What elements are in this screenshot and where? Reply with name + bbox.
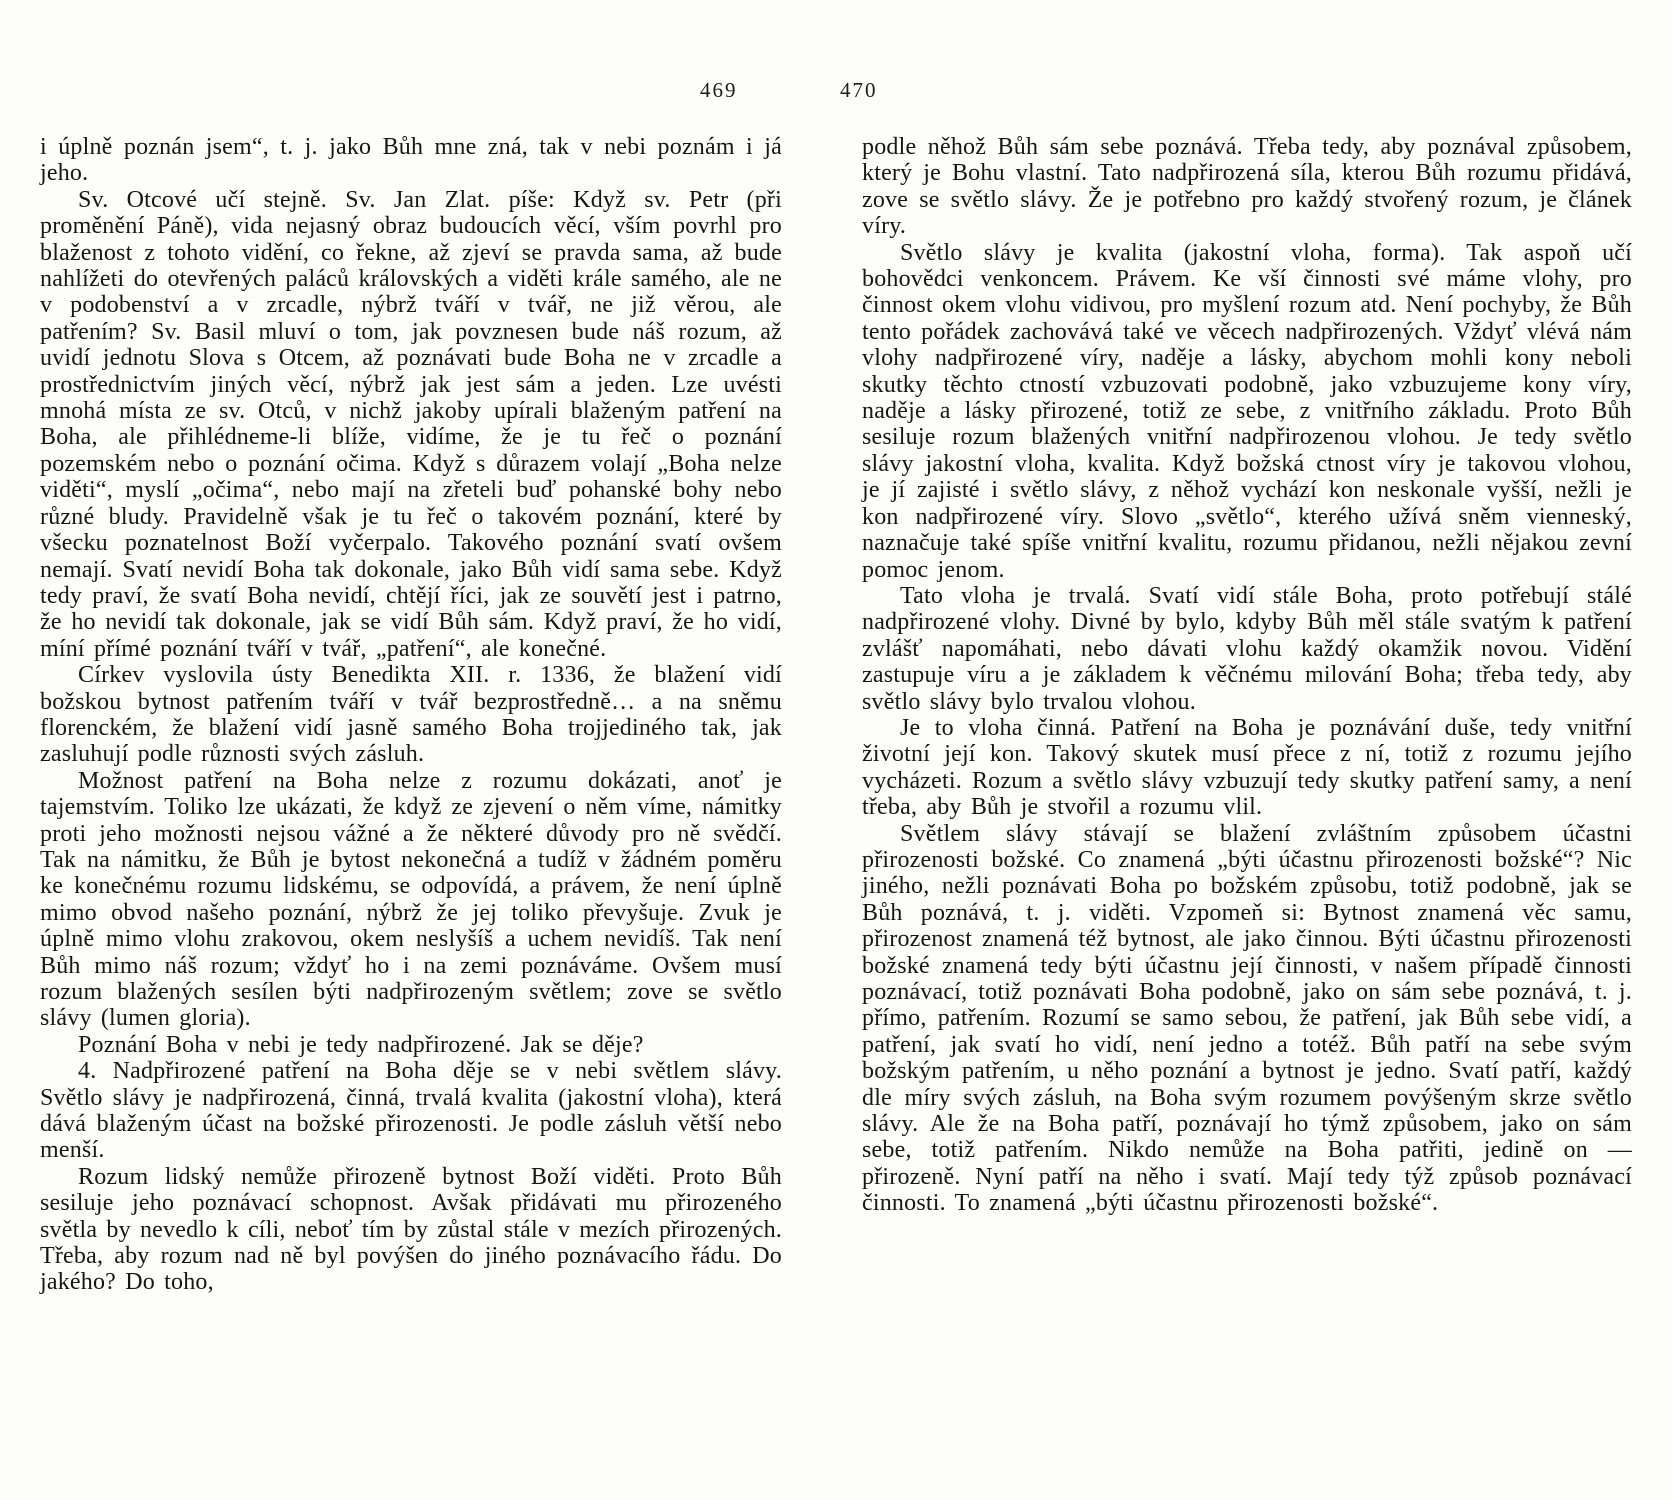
paragraph: Poznání Boha v nebi je tedy nadpřirozené. Jak se děje? [78, 1031, 644, 1058]
page-number-right: 470 [840, 78, 878, 102]
paragraph: podle něhož Bůh sám sebe poznává. Třeba tedy, aby poznával způsobem, který je Bohu vlastní. Tato nadpřirozená síla, kterou Bůh rozumu přidává, zove se světlo slávy. Že je potřebno pro každý stvořený rozum, je článek víry. [862, 134, 1632, 240]
paragraph: Možnost patření na Boha nelze z rozumu dokázati, anoť je tajemstvím. Toliko lze ukázati, že když ze zjevení o něm víme, námitky proti jeho možnosti nejsou vážné a že některé důvody pro ně svědčí. Tak na námitku, že Bůh je bytost nekonečná a tudíž v žádném poměru ke konečnému rozumu lidskému, se odpovídá, a právem, že není úplně mimo obvod našeho poznání, nýbrž že jej toliko převyšuje. Zvuk je úplně mimo vlohu zrakovou, okem neslyšíš a uchem nevidíš. Tak není Bůh mimo náš rozum; vždyť ho i na zemi poznáváme. Ovšem musí rozum blažených sesílen býti nadpřirozeným světlem; zove se světlo slávy (lumen gloria). [40, 767, 782, 1032]
paragraph: i úplně poznán jsem“, t. j. jako Bůh mne zná, tak v nebi poznám i já jeho. [40, 134, 782, 187]
left-text-column [40, 134, 782, 1296]
paragraph: Sv. Otcové učí stejně. Sv. Jan Zlat. píše: Když sv. Petr (při proměnění Páně), vida nejasný obraz budoucích věcí, vším povrhl pro blaženost z tohoto vidění, co řekne, až zjeví se pravda sama, až bude nahlížeti do otevřených paláců královských a viděti krále samého, ale ne v podobenství a v zrcadle, nýbrž tváří v tvář, ne již věrou, ale patřením? Sv. Basil mluví o tom, jak povznesen bude náš rozum, až uvidí jednotu Slova s Otcem, až poznávati bude Boha ne v zrcadle a prostřednictvím jiných věcí, nýbrž jak jest sám a jeden. Lze uvésti mnohá místa ze sv. Otců, v nichž jakoby upírali blaženým patření na Boha, ale přihlédneme-li blíže, vidíme, že je tu řeč o poznání pozemském nebo o poznání očima. Když s důrazem volají „Boha nelze viděti“, myslí „očima“, nebo mají na zřeteli buď pohanské bohy nebo různé bludy. Pravidelně však je tu řeč o takovém poznání, které by všecku poznatelnost Boží vyčerpalo. Takového poznání svatí ovšem nemají. Svatí nevidí Boha tak dokonale, jako Bůh vidí sama sebe. Když tedy praví, že svatí Boha nevidí, chtějí říci, jak ze souvětí jest i patrno, že ho nevidí tak dokonale, jak se vidí Bůh sám. Když praví, že ho vidí, míní přímé poznání tváří v tvář, „patření“, ale konečné. [40, 186, 782, 662]
paragraph: Tato vloha je trvalá. Svatí vidí stále Boha, proto potřebují stálé nadpřirozené vlohy. Divné by bylo, kdyby Bůh měl stále svatým k patření zvlášť napomáhati, nebo dávati vlohu každý okamžik novou. Vidění zastupuje víru a je základem k věčnému milování Boha; třeba tedy, aby světlo slávy bylo trvalou vlohou. [862, 582, 1632, 715]
paragraph: Světlo slávy je kvalita (jakostní vloha, forma). Tak aspoň učí bohovědci venkoncem. Právem. Ke vší činnosti své máme vlohy, pro činnost okem vlohu vidivou, pro myšlení rozum atd. Není pochyby, že Bůh tento pořádek zachovává také ve věcech nadpřirozených. Vždyť vlévá nám vlohy nadpřirozené víry, naděje a lásky, abychom mohli kony neboli skutky těchto ctností vzbuzovati podobně, jako vzbuzujeme kony víry, naděje a lásky přirozené, totiž ze sebe, z vnitřního základu. Proto Bůh sesiluje rozum blažených vnitřní nadpřirozenou vlohou. Je tedy světlo slávy jakostní vloha, kvalita. Když božská ctnost víry je takovou vlohou, je jí zajisté i světlo slávy, z něhož vychází kon neskonale vyšší, nežli je kon nadpřirozené víry. Slovo „světlo“, kterého užívá sněm vienneský, naznačuje také spíše vnitřní kvalitu, rozumu přidanou, nežli nějakou zevní pomoc jenom. [862, 239, 1632, 583]
page-number-left: 469 [700, 78, 738, 102]
paragraph: Je to vloha činná. Patření na Boha je poznávání duše, tedy vnitřní životní její kon. Takový skutek musí přece z ní, totiž z rozumu jejího vycházeti. Rozum a světlo slávy vzbuzují tedy skutky patření samy, a není třeba, aby Bůh je stvořil a rozumu vlil. [862, 714, 1632, 821]
paragraph: Světlem slávy stávají se blažení zvláštním způsobem účastni přirozenosti božské. Co znamená „býti účastnu přirozenosti božské“? Nic jiného, nežli poznávati Boha po božském způsobu, totiž podobně, jak se Bůh poznává, t. j. viděti. Vzpomeň si: Bytnost znamená věc samu, přirozenost znamená též bytnost, ale jako činnou. Býti účastnu přirozenosti božské znamená tedy býti účastnu její činnosti, v našem případě činnosti poznávací, totiž poznávati Boha podobně, jako on sám sebe poznává, t. j. přímo, patřením. Rozumí se samo sebou, že patření, jak Bůh sebe vidí, a patření, jak svatí ho vidí, není jedno a totéž. Bůh patří na sebe svým božským patřením, u něho poznání a bytnost je jedno. Svatí patří, každý dle míry svých zásluh, na Boha svým rozumem povýšeným skrze světlo slávy. Ale že na Boha patří, poznávají ho týmž způsobem, jako on sám sebe, totiž patřením. Nikdo nemůže na Boha patřiti, jedině on — přirozeně. Nyní patří na něho i svatí. Mají tedy týž způsob poznávací činnosti. To znamená „býti účastnu přirozenosti božské“. [862, 820, 1632, 1217]
paragraph: 4. Nadpřirozené patření na Boha děje se v nebi světlem slávy. Světlo slávy je nadpřirozená, činná, trvalá kvalita (jakostní vloha), která dává blaženým účast na božské přirozenosti. Je podle zásluh větší nebo menší. [40, 1058, 782, 1164]
paragraph: Církev vyslovila ústy Benedikta XII. r. 1336, že blažení vidí božskou bytnost patřením tváří v tvář bezprostředně… a na sněmu florenckém, že blažení vidí jasně samého Boha trojjediného tak, jak zasluhují podle různosti svých zásluh. [40, 662, 782, 768]
paragraph: Rozum lidský nemůže přirozeně bytnost Boží viděti. Proto Bůh sesiluje jeho poznávací schopnost. Avšak přidávati mu přirozeného světla by nevedlo k cíli, neboť tím by zůstal stále v mezích přirozených. Třeba, aby rozum nad ně byl povýšen do jiného poznávacího řádu. Do jakého? Do toho, [40, 1163, 782, 1296]
right-text-column [862, 134, 1632, 1217]
